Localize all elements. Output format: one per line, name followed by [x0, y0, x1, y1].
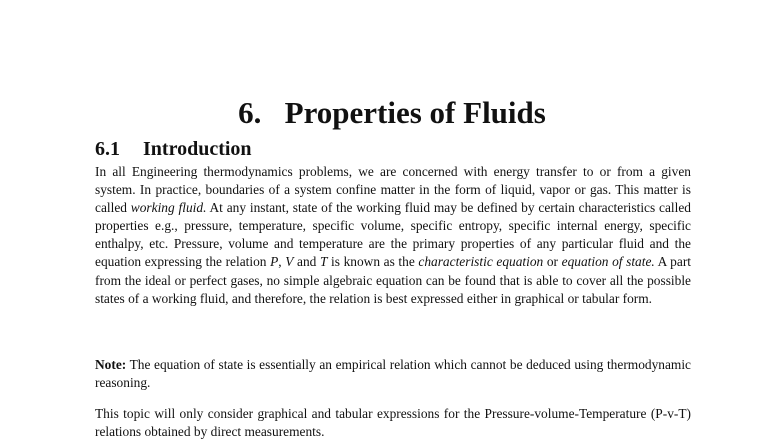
variable-p: P	[270, 254, 279, 270]
intro-text-1: In all Engineering thermodynamics problems, we are concerned with energy transfer to or from a given system. In practice, boundaries of a system confine matter in the form of liquid, vapor or gas. This matter is called	[95, 164, 691, 216]
scope-text: This topic will only consider graphical and tabular expressions for the Pressure-volume-Temperature (P-v-T) relations obtained by direct measurements.	[95, 406, 691, 440]
intro-text-2: At any instant, state of the working fluid may be defined by certain characteristics called properties e.g., pressure, temperature, specific volume, specific entropy, specific internal energy, specific enthalpy, etc. Pressure, volume and temperature are the primary properties of any particular fluid and the equation expressing the relation	[95, 200, 691, 270]
term-working-fluid: working fluid.	[130, 200, 207, 216]
note-paragraph	[95, 356, 691, 392]
chapter-title-text: Properties of Fluids	[284, 95, 546, 130]
section-title-text: Introduction	[143, 138, 252, 160]
note-text: The equation of state is essentially an empirical relation which cannot be deduced using thermodynamic reasoning.	[95, 357, 691, 391]
intro-comma: ,	[278, 254, 286, 270]
variable-t: T	[319, 254, 328, 270]
intro-text-3: is known as the	[327, 254, 419, 270]
intro-and: and	[293, 254, 320, 270]
intro-paragraph	[95, 163, 691, 308]
scope-paragraph	[95, 405, 691, 441]
variable-v: V	[285, 254, 294, 270]
term-equation-of-state: equation of state.	[561, 254, 655, 270]
chapter-number: 6.	[238, 95, 262, 130]
intro-or: or	[543, 254, 562, 270]
term-characteristic-equation: characteristic equation	[418, 254, 544, 270]
section-number: 6.1	[95, 138, 120, 160]
note-label: Note:	[95, 357, 127, 372]
chapter-title	[0, 95, 784, 131]
intro-text-4: A part from the ideal or perfect gases, no simple algebraic equation can be found that is able to cover all the possible states of a working fluid, and therefore, the relation is best expressed either in graphical or tabular form.	[95, 254, 691, 306]
section-title	[95, 137, 252, 161]
